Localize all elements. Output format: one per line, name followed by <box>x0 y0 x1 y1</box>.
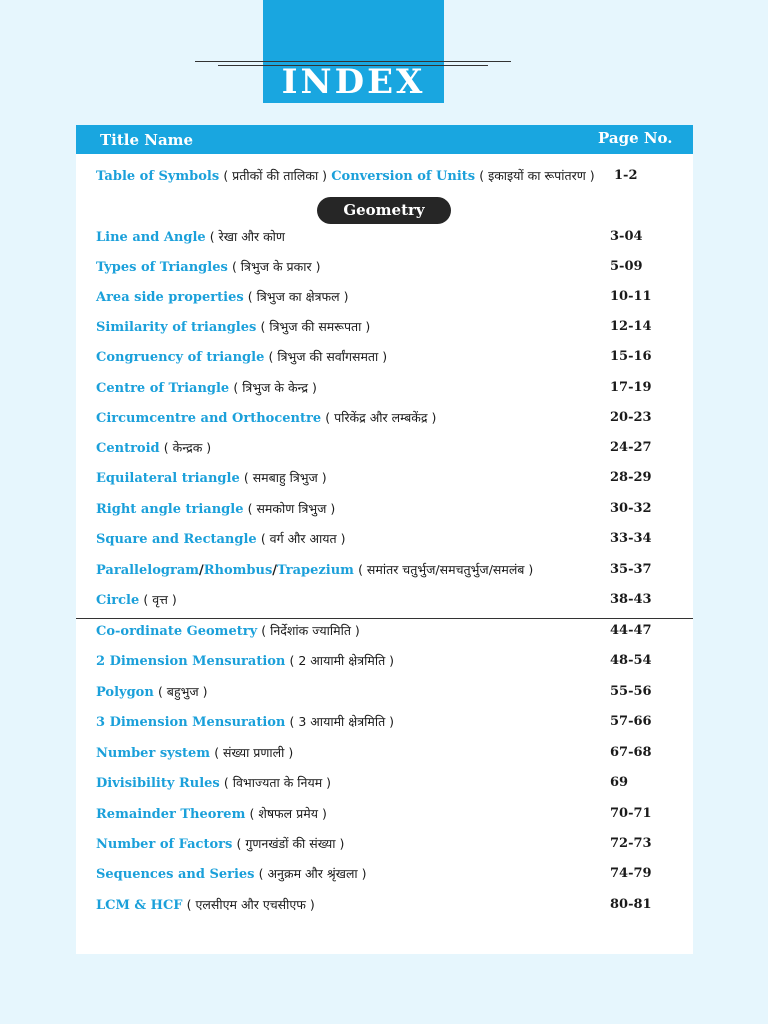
entry-page: 67-68 <box>610 745 652 760</box>
entry-title[interactable]: Circle <box>96 593 140 608</box>
entry-page: 38-43 <box>610 592 652 607</box>
entry-hindi: ( वर्ग और आयत ) <box>260 531 346 546</box>
index-row-intro[interactable] <box>96 165 696 187</box>
entry-page: 74-79 <box>610 866 652 881</box>
index-row[interactable] <box>96 528 696 550</box>
entry-page: 10-11 <box>610 289 652 304</box>
entry-hindi: ( शेषफल प्रमेय ) <box>249 806 327 821</box>
entry-title[interactable]: Centre of Triangle <box>96 381 230 396</box>
entry-title[interactable]: Remainder Theorem <box>96 807 246 822</box>
entry-hindi: ( रेखा और कोण <box>209 229 285 244</box>
entry-title[interactable]: Rhombus <box>203 563 273 578</box>
entry-page: 3-04 <box>610 229 643 244</box>
entry-page: 28-29 <box>610 470 652 485</box>
entry-page: 15-16 <box>610 349 652 364</box>
section-divider <box>76 618 693 619</box>
entry-title[interactable]: 3 Dimension Mensuration <box>96 715 286 730</box>
entry-title[interactable]: Similarity of triangles <box>96 320 257 335</box>
index-row[interactable] <box>96 894 696 916</box>
entry-title[interactable]: 2 Dimension Mensuration <box>96 654 286 669</box>
entry-title[interactable]: Square and Rectangle <box>96 532 257 547</box>
entry-page: 5-09 <box>610 259 643 274</box>
entry-title[interactable]: Line and Angle <box>96 230 206 245</box>
page-title: INDEX <box>281 62 426 102</box>
entry-hindi: ( 2 आयामी क्षेत्रमिति ) <box>289 653 395 668</box>
entry-title[interactable]: Right angle triangle <box>96 502 244 517</box>
index-row[interactable] <box>96 256 696 278</box>
index-row[interactable] <box>96 559 696 581</box>
entry-page: 24-27 <box>610 440 652 455</box>
header-page-no: Page No. <box>598 129 673 147</box>
entry-hindi: ( गुणनखंडों की संख्या ) <box>236 836 345 851</box>
entry-page: 70-71 <box>610 806 652 821</box>
entry-title[interactable]: Sequences and Series <box>96 867 255 882</box>
entry-hindi: ( प्रतीकों की तालिका ) <box>223 168 328 183</box>
entry-title[interactable]: Trapezium <box>277 563 354 578</box>
entry-hindi: ( संख्या प्रणाली ) <box>214 745 294 760</box>
entry-hindi: ( वृत्त ) <box>143 592 177 607</box>
entry-title[interactable]: Equilateral triangle <box>96 471 240 486</box>
entry-hindi: ( त्रिभुज के केन्द्र ) <box>233 380 317 395</box>
entry-title[interactable]: Divisibility Rules <box>96 776 220 791</box>
entry-hindi: ( इकाइयों का रूपांतरण ) <box>479 168 595 183</box>
entry-title[interactable]: Table of Symbols <box>96 169 220 184</box>
index-row[interactable] <box>96 803 696 825</box>
index-row[interactable] <box>96 226 696 248</box>
slash-separator: / <box>272 563 278 578</box>
entry-page: 12-14 <box>610 319 652 334</box>
index-row[interactable] <box>96 863 696 885</box>
index-row[interactable] <box>96 286 696 308</box>
index-row[interactable] <box>96 377 696 399</box>
entry-hindi: ( समबाहु त्रिभुज ) <box>243 470 327 485</box>
index-row[interactable] <box>96 316 696 338</box>
index-row[interactable] <box>96 772 696 794</box>
entry-hindi: ( बहुभुज ) <box>157 684 208 699</box>
entry-title[interactable]: Conversion of Units <box>331 169 476 184</box>
entry-title[interactable]: Number of Factors <box>96 837 233 852</box>
entry-page: 1-2 <box>614 168 638 183</box>
entry-hindi: ( निर्देशांक ज्यामिति ) <box>261 623 360 638</box>
entry-hindi: ( समांतर चतुर्भुज/समचतुर्भुज/समलंब ) <box>358 562 534 577</box>
index-row[interactable] <box>96 620 696 642</box>
entry-hindi: ( केन्द्रक ) <box>163 440 212 455</box>
entry-page: 57-66 <box>610 714 652 729</box>
entry-hindi: ( त्रिभुज की समरूपता ) <box>260 319 371 334</box>
section-heading-geometry: Geometry <box>317 197 451 224</box>
entry-page: 20-23 <box>610 410 652 425</box>
entry-hindi: ( विभाज्यता के नियम ) <box>223 775 332 790</box>
entry-page: 80-81 <box>610 897 652 912</box>
index-row[interactable] <box>96 681 696 703</box>
entry-title[interactable]: Centroid <box>96 441 160 456</box>
entry-hindi: ( परिकेंद्र और लम्बकेंद्र ) <box>325 410 437 425</box>
entry-title[interactable]: Co-ordinate Geometry <box>96 624 258 639</box>
slash-separator: / <box>199 563 204 578</box>
index-row[interactable] <box>96 498 696 520</box>
index-row[interactable] <box>96 346 696 368</box>
index-row[interactable] <box>96 589 696 611</box>
entry-hindi: ( त्रिभुज के प्रकार ) <box>231 259 321 274</box>
entry-page: 69 <box>610 775 629 790</box>
entry-title[interactable]: Circumcentre and Orthocentre <box>96 411 322 426</box>
index-row[interactable] <box>96 437 696 459</box>
entry-hindi: ( त्रिभुज का क्षेत्रफल ) <box>247 289 349 304</box>
entry-title[interactable]: Types of Triangles <box>96 260 228 275</box>
index-row[interactable] <box>96 742 696 764</box>
entry-title[interactable]: Number system <box>96 746 211 761</box>
entry-page: 35-37 <box>610 562 652 577</box>
entry-title[interactable]: LCM & HCF <box>96 898 183 913</box>
entry-page: 55-56 <box>610 684 652 699</box>
index-row[interactable] <box>96 711 696 733</box>
entry-title[interactable]: Polygon <box>96 685 154 700</box>
index-row[interactable] <box>96 467 696 489</box>
entry-hindi: ( समकोण त्रिभुज ) <box>247 501 336 516</box>
entry-hindi: ( त्रिभुज की सर्वांगसमता ) <box>268 349 388 364</box>
entry-title[interactable]: Area side properties <box>96 290 244 305</box>
entry-page: 48-54 <box>610 653 652 668</box>
entry-page: 33-34 <box>610 531 652 546</box>
entry-hindi: ( 3 आयामी क्षेत्रमिति ) <box>289 714 395 729</box>
entry-page: 44-47 <box>610 623 652 638</box>
entry-title[interactable]: Parallelogram <box>96 563 199 578</box>
index-row[interactable] <box>96 407 696 429</box>
entry-hindi: ( अनुक्रम और श्रृंखला ) <box>258 866 367 881</box>
header-title-name: Title Name <box>100 131 194 149</box>
entry-page: 72-73 <box>610 836 652 851</box>
entry-title[interactable]: Congruency of triangle <box>96 350 265 365</box>
index-row[interactable] <box>96 833 696 855</box>
entry-page: 30-32 <box>610 501 652 516</box>
index-row[interactable] <box>96 650 696 672</box>
entry-hindi: ( एलसीएम और एचसीएफ ) <box>186 897 315 912</box>
entry-page: 17-19 <box>610 380 652 395</box>
